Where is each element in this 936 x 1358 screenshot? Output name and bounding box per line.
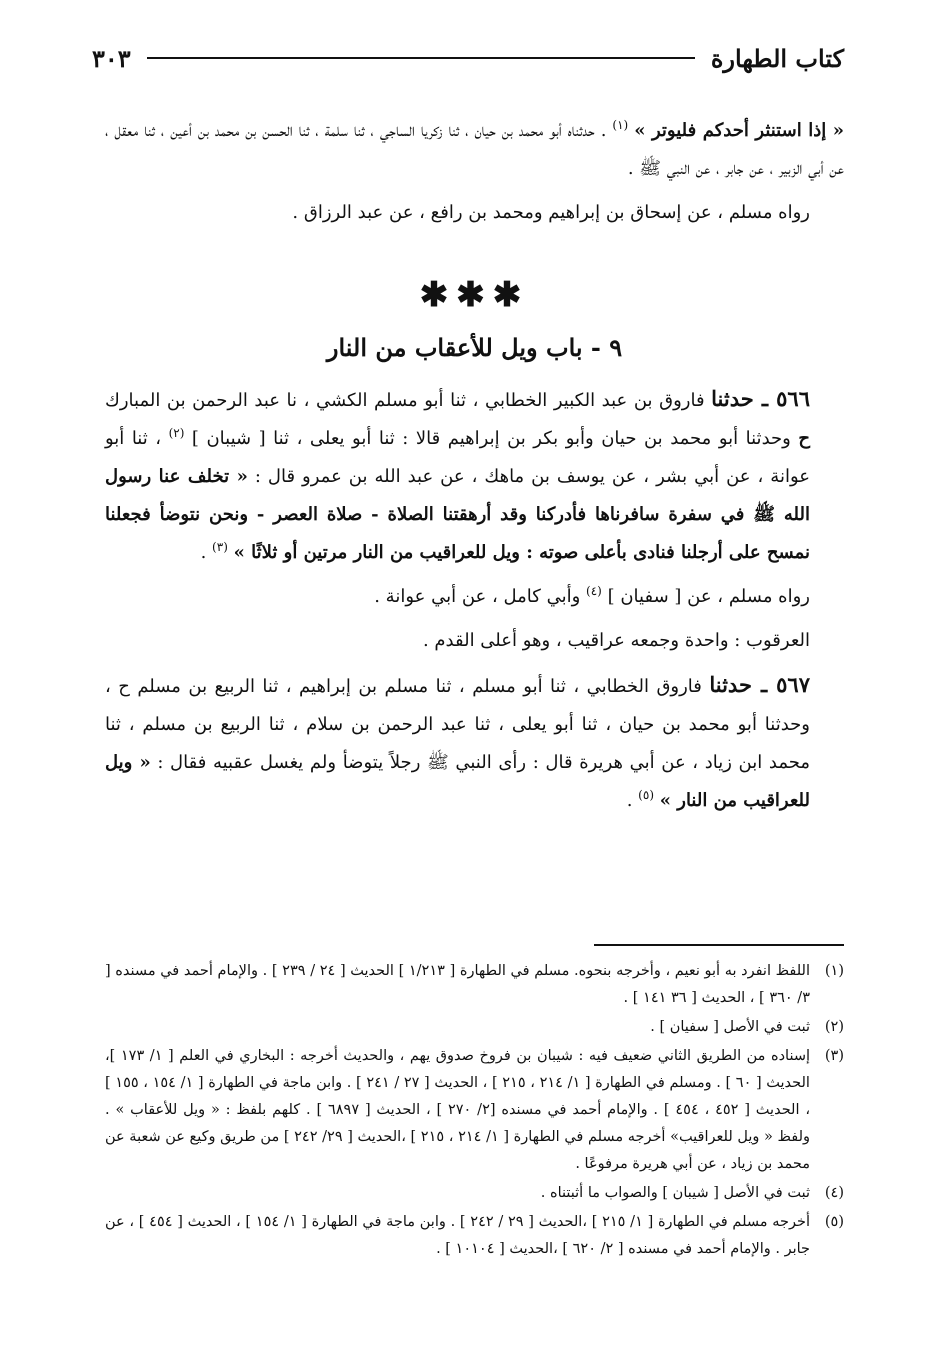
hadith-matn: « تخلف عنا رسول الله ﷺ في سفرة سافرناها فأدركنا وقد أرهقتنا الصلاة - صلاة العصر - ونحن نتوضأ فجعلنا نمسح على أرجلنا فنادى بأعلى صوته : ويل للعراقيب من النار مرتين أو ثلاثًا »: [105, 466, 810, 563]
footnote-text: ثبت في الأصل [ سفيان ] .: [650, 1019, 810, 1035]
section-divider-stars: ✱✱✱: [419, 275, 530, 315]
footnote-text: إسناده من الطريق الثاني ضعيف فيه : شيبان بن فروخ صدوق يهم ، والحديث أخرجه : البخاري في العلم [ ١/ ١٧٣ ]، الحديث [ ٦٠ ] . ومسلم في الطهارة [ ١/ ٢١٤ ، ٢١٥ ] ، الحديث [ ٢٧ / ٢٤١ ] . وابن ماجة في الطهارة [ ١/ ١٥٤ ، ١٥٥ ] ، الحديث [ ٤٥٢ ، ٤٥٤ ] . والإمام أحمد في مسنده [٢/ ٢٧٠ ] ، الحديث [ ٦٨٩٧ ] . كلهم بلفظ : « ويل للأعقاب » . ولفظ « ويل للعراقيب» أخرجه مسلم في الطهارة [ ١/ ٢١٤ ، ٢١٥ ] ،الحديث [ ٢٩/ ٢٤٢ ] من طريق وكيع عن شعبة عن محمد بن زياد ، عن أبي هريرة مرفوعًا .: [105, 1048, 811, 1172]
isnad-text: فاروق بن عبد الكبير الخطابي ، ثنا أبو مسلم الكشي ، نا عبد الرحمن بن المبارك: [105, 390, 705, 411]
page-number: ٣٠٣: [92, 43, 131, 73]
isnad-text: . حدثناه أبو محمد بن حيان ، ثنا زكريا الساجي ، ثنا سلمة ، ثنا الحسن بن محمد بن أعين ، ثنا معقل ، عن أبي الزبير ، عن جابر ، عن النبي ﷺ .: [105, 120, 844, 179]
main-text: [105, 112, 844, 826]
hadith-number: ٥٦٦ ـ حدثنا: [711, 386, 810, 411]
footnote-text: اللفظ انفرد به أبو نعيم ، وأخرجه بنحوه. مسلم في الطهارة [ ١/٢١٣ ] الحديث [ ٢٤ / ٢٣٩ ] . والإمام أحمد في مسنده [ ٣/ ٣٦٠ ] ، الحديث [ ٣٦ ١٤١ ] .: [105, 963, 810, 1006]
period: .: [626, 790, 633, 811]
footnote-text: ثبت في الأصل [ شيبان ] والصواب ما أثبتناه .: [540, 1185, 810, 1201]
footnote-number: (٤): [824, 1185, 844, 1201]
period: .: [200, 542, 207, 563]
footnote-item: [105, 1180, 844, 1207]
paragraph-narration-566: [105, 578, 844, 616]
tahwil-mark: ح: [798, 428, 810, 449]
paragraph-narration: رواه مسلم ، عن إسحاق بن إبراهيم ومحمد بن رافع ، عن عبد الرزاق .: [292, 202, 810, 223]
footnote-number: (٢): [824, 1019, 844, 1035]
footnote-ref-4[interactable]: (٤): [586, 584, 602, 598]
footnote-separator: [594, 944, 844, 946]
isnad-text: ، ثنا أبو عوانة ، عن أبي بشر ، عن يوسف بن ماهك ، عن عبد الله بن عمرو قال :: [105, 428, 810, 487]
hadith-567: [105, 666, 844, 820]
hadith-number: ٥٦٧ ـ حدثنا: [709, 672, 810, 697]
footnote-ref-3[interactable]: (٣): [212, 540, 228, 554]
footnote-ref-1[interactable]: (١): [612, 118, 629, 132]
footnote-item: [105, 1209, 844, 1263]
narration-text: وأبي كامل ، عن أبي عوانة .: [374, 586, 581, 607]
paragraph-gloss: العرقوب : واحدة وجمعه عراقيب ، وهو أعلى القدم .: [422, 630, 810, 651]
paragraph-isnad-continuation: [105, 112, 844, 188]
running-header: [92, 38, 844, 78]
footnote-text: أخرجه مسلم في الطهارة [ ١/ ٢١٥ ] ،الحديث [ ٢٩ / ٢٤٢ ] . وابن ماجة في الطهارة [ ١/ ١٥٤ ] ، الحديث [ ٤٥٤ ] ، عن جابر . والإمام أحمد في مسنده [ ٢/ ٦٢٠ ] ،الحديث [ ١٠١٠٤ ] .: [105, 1214, 811, 1257]
header-rule: [147, 57, 695, 59]
book-title: كتاب الطهارة: [710, 43, 844, 73]
hadith-text: « إذا استنثر أحدكم فليوتر »: [634, 120, 844, 141]
footnotes: [105, 958, 844, 1265]
footnote-item: [105, 958, 844, 1012]
footnote-item: [105, 1043, 844, 1178]
hadith-566: [105, 380, 844, 572]
footnote-ref-5[interactable]: (٥): [638, 788, 654, 802]
footnote-number: (٥): [824, 1214, 844, 1230]
isnad-text: فاروق الخطابي ، ثنا أبو مسلم ، ثنا مسلم بن إبراهيم ، ثنا الربيع بن مسلم ح ، وحدثنا أبو محمد بن حيان ، ثنا أبو يعلى ، ثنا عبد الرحمن بن سلام ، ثنا الربيع بن مسلم ، ثنا محمد ابن زياد ، عن أبي هريرة قال : رأى النبي ﷺ رجلاً يتوضأ ولم يغسل عقبيه فقال :: [105, 676, 810, 773]
chapter-title: ٩ - باب ويل للأعقاب من النار: [326, 333, 623, 362]
footnote-ref-2[interactable]: (٢): [168, 426, 185, 440]
footnote-item: [105, 1014, 844, 1041]
footnote-number: (١): [824, 963, 844, 979]
narration-text: رواه مسلم ، عن [ سفيان ]: [607, 586, 810, 607]
hadith-matn: « ويل للعراقيب من النار »: [105, 752, 810, 811]
isnad-text: وحدثنا أبو محمد بن حيان وأبو بكر بن إبراهيم قالا : ثنا أبو يعلى ، ثنا [ شيبان ]: [191, 428, 791, 449]
footnote-number: (٣): [824, 1048, 844, 1064]
